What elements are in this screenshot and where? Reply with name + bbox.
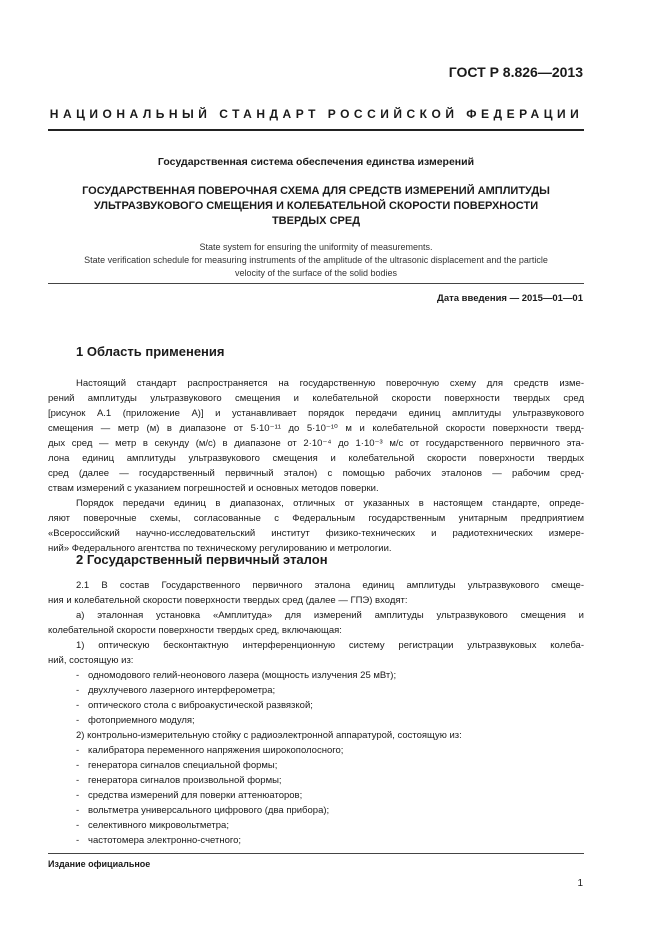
paragraph-line: 2.1 В состав Государственного первичного эталона единиц амплитуды ультразвукового смеще- xyxy=(76,580,584,591)
series-title: Государственная система обеспечения единства измерений xyxy=(157,156,475,168)
paragraph-line: смещения — метр (м) в диапазоне от 5·10⁻¹¹ до 5·10⁻¹⁰ м и колебательной скорости поверхности тверд- xyxy=(48,423,584,434)
paragraph-line: ний» Федерального агентства по техническому регулированию и метрологии. xyxy=(48,543,392,554)
paragraph-line: лона единиц амплитуды ультразвукового смещения и колебательной скорости поверхности твердых xyxy=(48,453,584,464)
paragraph-line: ляют поверочные схемы, согласованные с Федеральным государственным унитарным предприятием xyxy=(48,513,584,524)
paragraph-line: сред (далее — государственный первичный эталон) с помощью рабочих эталонов — рабочим сред- xyxy=(48,468,584,479)
list-item-text: оптического стола с виброакустической развязкой; xyxy=(88,700,313,711)
dash-marker: - xyxy=(76,820,80,831)
list-item-text: генератора сигналов специальной формы; xyxy=(88,760,278,771)
english-title-line: State verification schedule for measuring instruments of the amplitude of the ultrasonic displacement and the particle xyxy=(84,255,548,265)
title-rule xyxy=(48,283,584,284)
dash-marker: - xyxy=(76,670,80,681)
date-of-introduction: Дата введения — 2015—01—01 xyxy=(437,293,583,304)
dash-marker: - xyxy=(76,790,80,801)
page-number: 1 xyxy=(577,878,583,889)
list-item xyxy=(48,833,584,848)
paragraph-line: дых сред — метр в секунду (м/с) в диапазоне от 2·10⁻⁴ до 1·10⁻³ м/с от государственного первичного эта- xyxy=(48,438,584,449)
list-item-text: калибратора переменного напряжения широкополосного; xyxy=(88,745,344,756)
paragraph-line: 2) контрольно-измерительную стойку с радиоэлектронной аппаратурой, состоящую из: xyxy=(76,730,462,741)
list-item xyxy=(48,683,584,698)
dash-marker: - xyxy=(76,835,80,846)
paragraph-line: а) эталонная установка «Амплитуда» для измерений амплитуды ультразвукового смещения и xyxy=(76,610,584,621)
dash-marker: - xyxy=(76,805,80,816)
title-line: УЛЬТРАЗВУКОВОГО СМЕЩЕНИЯ И КОЛЕБАТЕЛЬНОЙ СКОРОСТИ ПОВЕРХНОСТИ xyxy=(93,200,539,212)
paragraph-line: ний, состоящую из: xyxy=(48,655,134,666)
list-item-text: селективного микровольтметра; xyxy=(88,820,229,831)
list-item xyxy=(48,788,584,803)
paragraph-line: «Всероссийский научно-исследовательский институт физико-технических и радиотехнических измере- xyxy=(48,528,584,539)
english-title-line: State system for ensuring the uniformity of measurements. xyxy=(199,242,433,252)
paragraph-line: Порядок передачи единиц в диапазонах, отличных от указанных в настоящем стандарте, опреде- xyxy=(76,498,584,509)
list-item-text: генератора сигналов произвольной формы; xyxy=(88,775,282,786)
list-item xyxy=(48,743,584,758)
dash-marker: - xyxy=(76,745,80,756)
list-item-text: средства измерений для поверки аттенюаторов; xyxy=(88,790,303,801)
paragraph-line: Настоящий стандарт распространяется на государственную поверочную схему для средств изме- xyxy=(76,378,584,389)
dash-marker: - xyxy=(76,760,80,771)
document-code: ГОСТ Р 8.826—2013 xyxy=(448,64,583,80)
title-line: ГОСУДАРСТВЕННАЯ ПОВЕРОЧНАЯ СХЕМА ДЛЯ СРЕДСТВ ИЗМЕРЕНИЙ АМПЛИТУДЫ xyxy=(82,185,550,197)
paragraph-line: колебательной скорости поверхности твердых сред, включающая: xyxy=(48,625,342,636)
paragraph-line: [рисунок А.1 (приложение А)] и устанавливает порядок передачи единиц амплитуды ультразвукового xyxy=(48,408,584,419)
list-item xyxy=(48,668,584,683)
paragraph-line: ствам измерений с указанием погрешностей и основных методов поверки. xyxy=(48,483,379,494)
dash-marker: - xyxy=(76,775,80,786)
title-line: ТВЕРДЫХ СРЕД xyxy=(271,215,361,227)
list-item xyxy=(48,713,584,728)
list-item xyxy=(48,773,584,788)
list-item-text: одномодового гелий-неонового лазера (мощность излучения 25 мВт); xyxy=(88,670,397,681)
national-standard-banner: НАЦИОНАЛЬНЫЙ СТАНДАРТ РОССИЙСКОЙ ФЕДЕРАЦИИ xyxy=(49,107,584,121)
dash-marker: - xyxy=(76,715,80,726)
footer-rule xyxy=(48,853,584,854)
paragraph-line: рений амплитуды ультразвукового смещения и колебательной скорости поверхности твердых сред xyxy=(48,393,584,404)
list-item xyxy=(48,818,584,833)
list-item-text: частотомера электронно-счетного; xyxy=(88,835,242,846)
paragraph-line: ния и колебательной скорости поверхности твердых сред (далее — ГПЭ) входят: xyxy=(48,595,408,606)
dash-marker: - xyxy=(76,700,80,711)
paragraph-line: 1) оптическую бесконтактную интерференционную систему регистрации ультразвуковых колеба- xyxy=(76,640,584,651)
dash-marker: - xyxy=(76,685,80,696)
list-item-text: фотоприемного модуля; xyxy=(88,715,195,726)
list-item-text: вольтметра универсального цифрового (два прибора); xyxy=(88,805,330,816)
document-title xyxy=(48,184,584,229)
english-title-line: velocity of the surface of the solid bodies xyxy=(234,268,398,278)
list-item xyxy=(48,803,584,818)
official-edition-label: Издание официальное xyxy=(48,859,151,869)
section-2-heading: 2 Государственный первичный эталон xyxy=(76,552,328,567)
list-item-text: двухлучевого лазерного интерферометра; xyxy=(88,685,276,696)
english-title xyxy=(48,241,584,280)
section-1-heading: 1 Область применения xyxy=(76,344,225,359)
list-item xyxy=(48,758,584,773)
list-item xyxy=(48,698,584,713)
header-rule xyxy=(48,129,584,131)
